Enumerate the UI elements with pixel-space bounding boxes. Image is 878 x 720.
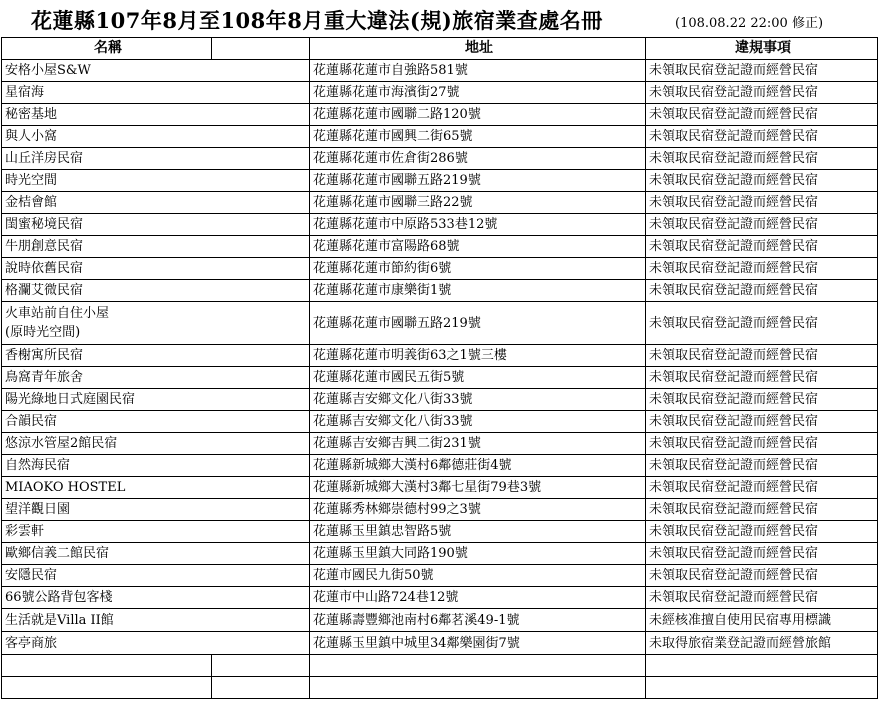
revision-note: (108.08.22 22:00 修正) bbox=[675, 16, 824, 31]
cell-address: 花蓮縣花蓮市佐倉街286號 bbox=[310, 148, 646, 170]
cell-violation: 未領取民宿登記證而經營民宿 bbox=[646, 148, 878, 170]
cell-name: 時光空間 bbox=[2, 170, 310, 192]
cell-name: 生活就是Villa II館 bbox=[2, 609, 310, 632]
empty-cell bbox=[2, 655, 212, 677]
cell-address: 花蓮縣玉里鎮大同路190號 bbox=[310, 543, 646, 565]
cell-name: 望洋觀日園 bbox=[2, 499, 310, 521]
empty-cell bbox=[2, 677, 212, 699]
cell-address: 花蓮縣花蓮市海濱街27號 bbox=[310, 82, 646, 104]
empty-row bbox=[2, 655, 878, 677]
cell-name: 閨蜜秘境民宿 bbox=[2, 214, 310, 236]
cell-violation: 未領取民宿登記證而經營民宿 bbox=[646, 433, 878, 455]
cell-violation: 未領取民宿登記證而經營民宿 bbox=[646, 565, 878, 587]
cell-address: 花蓮縣吉安鄉文化八街33號 bbox=[310, 411, 646, 433]
table-row bbox=[2, 82, 878, 104]
cell-name: 秘密基地 bbox=[2, 104, 310, 126]
cell-violation: 未取得旅宿業登記證而經營旅館 bbox=[646, 632, 878, 655]
cell-name: 鳥窩青年旅舍 bbox=[2, 367, 310, 389]
table-row bbox=[2, 632, 878, 655]
cell-name: 合韻民宿 bbox=[2, 411, 310, 433]
table-row bbox=[2, 499, 878, 521]
table-row bbox=[2, 543, 878, 565]
cell-violation: 未領取民宿登記證而經營民宿 bbox=[646, 367, 878, 389]
table-row bbox=[2, 565, 878, 587]
cell-violation: 未領取民宿登記證而經營民宿 bbox=[646, 126, 878, 148]
cell-violation: 未領取民宿登記證而經營民宿 bbox=[646, 455, 878, 477]
cell-violation: 未領取民宿登記證而經營民宿 bbox=[646, 170, 878, 192]
cell-address: 花蓮市中山路724巷12號 bbox=[310, 587, 646, 609]
table-row bbox=[2, 521, 878, 543]
column-header-blank bbox=[212, 38, 310, 60]
table-row bbox=[2, 170, 878, 192]
cell-address: 花蓮縣新城鄉大漢村6鄰德莊街4號 bbox=[310, 455, 646, 477]
cell-address: 花蓮縣玉里鎮中城里34鄰樂園街7號 bbox=[310, 632, 646, 655]
table-row bbox=[2, 280, 878, 302]
cell-name: 自然海民宿 bbox=[2, 455, 310, 477]
table-row bbox=[2, 148, 878, 170]
empty-cell bbox=[212, 655, 310, 677]
table-row bbox=[2, 609, 878, 632]
cell-violation: 未領取民宿登記證而經營民宿 bbox=[646, 587, 878, 609]
table-row bbox=[2, 126, 878, 148]
table-row bbox=[2, 236, 878, 258]
empty-cell bbox=[310, 655, 646, 677]
cell-name: 格瀾艾微民宿 bbox=[2, 280, 310, 302]
cell-name: 安隱民宿 bbox=[2, 565, 310, 587]
column-header-address: 地址 bbox=[310, 38, 646, 60]
cell-address: 花蓮縣花蓮市康樂街1號 bbox=[310, 280, 646, 302]
cell-address: 花蓮縣花蓮市國聯五路219號 bbox=[310, 170, 646, 192]
cell-address: 花蓮縣花蓮市自強路581號 bbox=[310, 60, 646, 82]
cell-violation: 未領取民宿登記證而經營民宿 bbox=[646, 389, 878, 411]
cell-address: 花蓮縣花蓮市節約街6號 bbox=[310, 258, 646, 280]
cell-address: 花蓮縣花蓮市國興二街65號 bbox=[310, 126, 646, 148]
cell-address: 花蓮縣新城鄉大漢村3鄰七星街79巷3號 bbox=[310, 477, 646, 499]
cell-name: 與人小窩 bbox=[2, 126, 310, 148]
document-header bbox=[0, 0, 878, 37]
table-row bbox=[2, 411, 878, 433]
cell-address: 花蓮縣吉安鄉吉興二街231號 bbox=[310, 433, 646, 455]
column-header-name: 名稱 bbox=[2, 38, 212, 60]
cell-violation: 未領取民宿登記證而經營民宿 bbox=[646, 60, 878, 82]
cell-violation: 未領取民宿登記證而經營民宿 bbox=[646, 499, 878, 521]
cell-name: 牛朋創意民宿 bbox=[2, 236, 310, 258]
empty-cell bbox=[212, 677, 310, 699]
cell-address: 花蓮縣花蓮市國聯五路219號 bbox=[310, 302, 646, 345]
cell-violation: 未領取民宿登記證而經營民宿 bbox=[646, 258, 878, 280]
cell-violation: 未領取民宿登記證而經營民宿 bbox=[646, 236, 878, 258]
cell-name: 歐鄉信義二館民宿 bbox=[2, 543, 310, 565]
violation-table bbox=[1, 37, 878, 699]
cell-name: MIAOKO HOSTEL bbox=[2, 477, 310, 499]
cell-name: 香榭寓所民宿 bbox=[2, 345, 310, 367]
cell-violation: 未領取民宿登記證而經營民宿 bbox=[646, 411, 878, 433]
empty-cell bbox=[646, 677, 878, 699]
cell-name: 彩雲軒 bbox=[2, 521, 310, 543]
cell-name: 星宿海 bbox=[2, 82, 310, 104]
cell-name: 陽光綠地日式庭園民宿 bbox=[2, 389, 310, 411]
cell-violation: 未領取民宿登記證而經營民宿 bbox=[646, 214, 878, 236]
empty-row bbox=[2, 677, 878, 699]
empty-cell bbox=[646, 655, 878, 677]
cell-address: 花蓮縣玉里鎮忠智路5號 bbox=[310, 521, 646, 543]
table-row bbox=[2, 214, 878, 236]
cell-violation: 未領取民宿登記證而經營民宿 bbox=[646, 280, 878, 302]
table-row bbox=[2, 477, 878, 499]
cell-name: 悠涼水管屋2館民宿 bbox=[2, 433, 310, 455]
cell-violation: 未領取民宿登記證而經營民宿 bbox=[646, 477, 878, 499]
cell-violation: 未領取民宿登記證而經營民宿 bbox=[646, 521, 878, 543]
cell-name: 山丘洋房民宿 bbox=[2, 148, 310, 170]
column-header-violation: 違規事項 bbox=[646, 38, 878, 60]
table-row bbox=[2, 104, 878, 126]
cell-name: 客亭商旅 bbox=[2, 632, 310, 655]
table-header-row bbox=[2, 38, 878, 60]
empty-cell bbox=[310, 677, 646, 699]
table-row bbox=[2, 367, 878, 389]
cell-address: 花蓮市國民九街50號 bbox=[310, 565, 646, 587]
table-row bbox=[2, 302, 878, 345]
cell-violation: 未經核准擅自使用民宿專用標識 bbox=[646, 609, 878, 632]
cell-address: 花蓮縣花蓮市明義街63之1號三樓 bbox=[310, 345, 646, 367]
cell-violation: 未領取民宿登記證而經營民宿 bbox=[646, 104, 878, 126]
table-row bbox=[2, 433, 878, 455]
document-title: 花蓮縣107年8月至108年8月重大違法(規)旅宿業查處名冊 bbox=[31, 8, 603, 33]
table-row bbox=[2, 258, 878, 280]
table-row bbox=[2, 455, 878, 477]
cell-address: 花蓮縣吉安鄉文化八街33號 bbox=[310, 389, 646, 411]
table-row bbox=[2, 345, 878, 367]
cell-violation: 未領取民宿登記證而經營民宿 bbox=[646, 345, 878, 367]
cell-address: 花蓮縣花蓮市富陽路68號 bbox=[310, 236, 646, 258]
cell-address: 花蓮縣秀林鄉崇德村99之3號 bbox=[310, 499, 646, 521]
cell-name: 火車站前自住小屋 (原時光空間) bbox=[2, 302, 310, 345]
cell-address: 花蓮縣花蓮市中原路533巷12號 bbox=[310, 214, 646, 236]
table-row bbox=[2, 587, 878, 609]
cell-name: 說時依舊民宿 bbox=[2, 258, 310, 280]
table-row bbox=[2, 389, 878, 411]
cell-violation: 未領取民宿登記證而經營民宿 bbox=[646, 192, 878, 214]
cell-violation: 未領取民宿登記證而經營民宿 bbox=[646, 543, 878, 565]
cell-address: 花蓮縣花蓮市國聯三路22號 bbox=[310, 192, 646, 214]
cell-name: 66號公路背包客棧 bbox=[2, 587, 310, 609]
cell-violation: 未領取民宿登記證而經營民宿 bbox=[646, 302, 878, 345]
cell-address: 花蓮縣花蓮市國聯二路120號 bbox=[310, 104, 646, 126]
cell-name: 安格小屋S&W bbox=[2, 60, 310, 82]
cell-name: 金桔會館 bbox=[2, 192, 310, 214]
table-row bbox=[2, 60, 878, 82]
cell-violation: 未領取民宿登記證而經營民宿 bbox=[646, 82, 878, 104]
table-row bbox=[2, 192, 878, 214]
cell-address: 花蓮縣壽豐鄉池南村6鄰茗溪49-1號 bbox=[310, 609, 646, 632]
cell-address: 花蓮縣花蓮市國民五街5號 bbox=[310, 367, 646, 389]
